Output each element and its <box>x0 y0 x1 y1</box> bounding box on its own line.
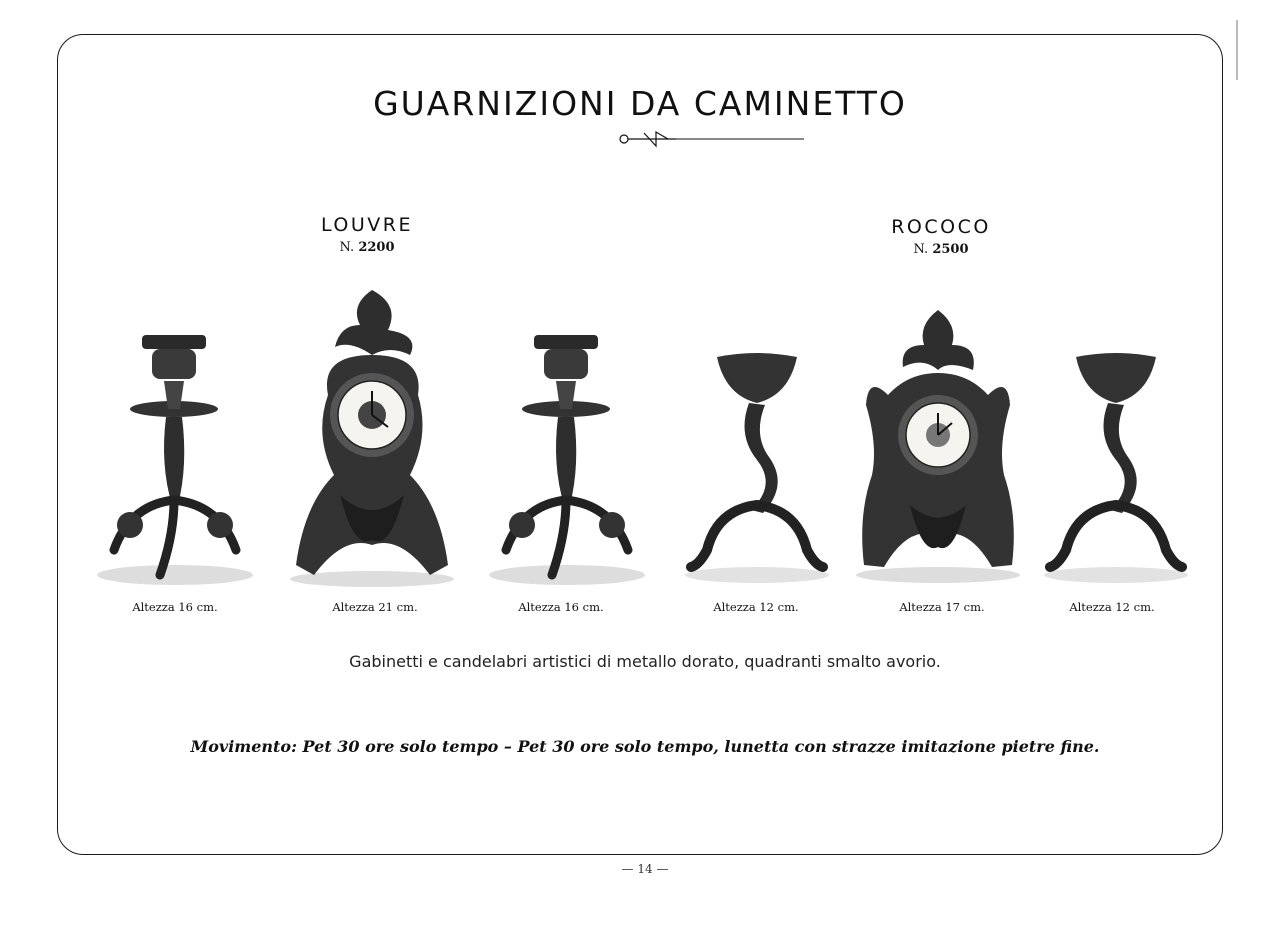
rococo-candelabra-right <box>1036 285 1206 595</box>
set-number: N. 2500 <box>913 242 969 257</box>
candelabra-illustration <box>1036 285 1196 595</box>
movement-note: Movimento: Pet 30 ore solo tempo – Pet 30 ore solo tempo, lunetta con strazze imitazione pietre fine. <box>190 737 1100 756</box>
title-ornament-icon <box>616 130 806 152</box>
description: Gabinetti e candelabri artistici di metallo dorato, quadranti smalto avorio. <box>349 652 941 671</box>
louvre-candelabra-right <box>482 285 652 595</box>
candelabra-illustration <box>90 285 260 595</box>
set-header-rococo <box>811 216 1071 257</box>
item-caption: Altezza 21 cm. <box>332 600 418 614</box>
set-name: LOUVRE <box>321 214 413 236</box>
louvre-clock <box>280 285 450 595</box>
set-name: ROCOCO <box>891 216 991 238</box>
clock-illustration <box>848 285 1028 595</box>
item-caption: Altezza 17 cm. <box>899 600 985 614</box>
candelabra-illustration <box>677 285 837 595</box>
clock-illustration <box>280 285 465 595</box>
rococo-candelabra-left <box>677 285 847 595</box>
louvre-candelabra-left <box>90 285 260 595</box>
candelabra-illustration <box>482 285 652 595</box>
scan-edge <box>1236 20 1238 80</box>
page-title: GUARNIZIONI DA CAMINETTO <box>373 84 907 123</box>
set-number: N. 2200 <box>339 240 395 255</box>
item-caption: Altezza 16 cm. <box>132 600 218 614</box>
item-caption: Altezza 16 cm. <box>518 600 604 614</box>
page-number: — 14 — <box>621 862 669 876</box>
item-caption: Altezza 12 cm. <box>713 600 799 614</box>
rococo-clock <box>848 285 1018 595</box>
set-header-louvre <box>237 214 497 255</box>
item-caption: Altezza 12 cm. <box>1069 600 1155 614</box>
